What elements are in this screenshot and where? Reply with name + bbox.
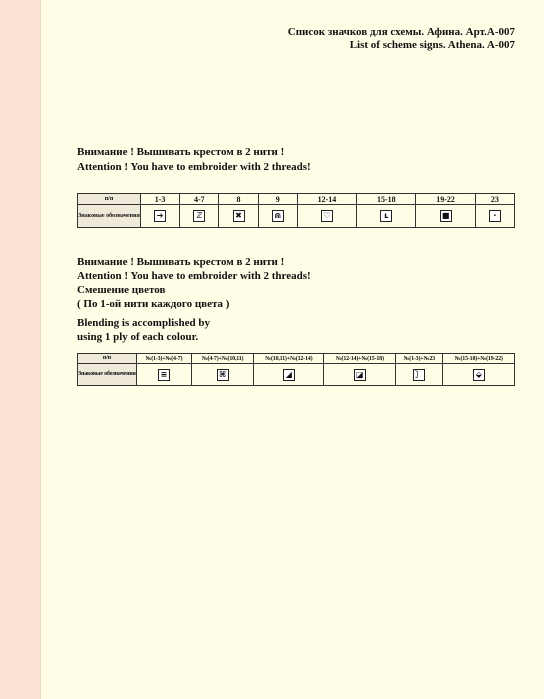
notice-1 [77, 145, 311, 175]
header-title-en: List of scheme signs. Athena. A-007 [349, 39, 515, 51]
table-2-head-label: п/п [78, 354, 137, 364]
table-1-row-label: Знаковые обозначения [78, 205, 141, 228]
blend-desc-en-1: Blending is accomplished by [77, 317, 210, 329]
table-2-row-label: Знаковые обозначения [78, 364, 137, 386]
table-1-col-4: 12-14 [297, 194, 356, 205]
table-2-col-1: №(4-7)+№(10,11) [191, 354, 253, 364]
notice-1-en: Attention ! You have to embroider with 2 threads! [77, 161, 311, 173]
table-1-col-0: 1-3 [141, 194, 180, 205]
table-2-symbol-row [78, 364, 515, 386]
symbol-corner-icon: ʟ [380, 210, 392, 222]
notice-2-en: Attention ! You have to embroider with 2 threads! [77, 270, 311, 282]
symbol-arrow-icon: ➔ [154, 210, 166, 222]
table-1-col-5: 15-18 [357, 194, 416, 205]
blend-title-ru: Смешение цветов [77, 284, 166, 296]
table-1-col-1: 4-7 [180, 194, 219, 205]
blend-desc-en-2: using 1 ply of each colour. [77, 331, 199, 343]
symbol-filled-square-icon: ■ [440, 210, 452, 222]
table-2-col-3: №(12-14)+№(15-18) [324, 354, 396, 364]
blend-desc-ru: ( По 1-ой нити каждого цвета ) [77, 298, 230, 310]
symbol-dot-icon: · [489, 210, 501, 222]
table-1-symbol-row [78, 205, 515, 228]
notice-2-ru: Внимание ! Вышивать крестом в 2 нити ! [77, 256, 285, 268]
table-1-header-row [78, 194, 515, 205]
document-header [288, 26, 515, 52]
symbol-heart-icon: ♡ [321, 210, 333, 222]
table-2-col-5: №(15-18)+№(19-22) [443, 354, 515, 364]
table-2-header-row [78, 354, 515, 364]
table-1-col-6: 19-22 [416, 194, 475, 205]
symbol-diagonal-icon: ◢ [283, 369, 295, 381]
table-2-col-4: №(1-3)+№23 [396, 354, 443, 364]
symbol-pattern-icon: ⌘ [217, 369, 229, 381]
table-2-col-0: №(1-3)+№(4-7) [136, 354, 191, 364]
notice-2 [77, 255, 311, 344]
symbol-bracket-icon: 〕 [413, 369, 425, 381]
symbol-bell-icon: ⬙ [473, 369, 485, 381]
table-1-col-3: 9 [258, 194, 297, 205]
symbol-lines-icon: ≡ [158, 369, 170, 381]
header-title-ru: Список значков для схемы. Афина. Арт.А-007 [287, 26, 515, 38]
document-page [40, 0, 544, 699]
symbol-shaded-square-icon: ◪ [354, 369, 366, 381]
symbols-table-2 [77, 353, 515, 386]
symbol-cross-icon: ✖ [233, 210, 245, 222]
table-1-col-2: 8 [219, 194, 258, 205]
table-1-head-label: п/п [78, 194, 141, 205]
table-2-col-2: №(10,11)+№(12-14) [254, 354, 324, 364]
symbol-arch-icon: ⋒ [272, 210, 284, 222]
table-1-col-7: 23 [475, 194, 514, 205]
symbols-table-1 [77, 193, 515, 228]
notice-1-ru: Внимание ! Вышивать крестом в 2 нити ! [77, 146, 285, 158]
symbol-z-icon: ℤ [193, 210, 205, 222]
